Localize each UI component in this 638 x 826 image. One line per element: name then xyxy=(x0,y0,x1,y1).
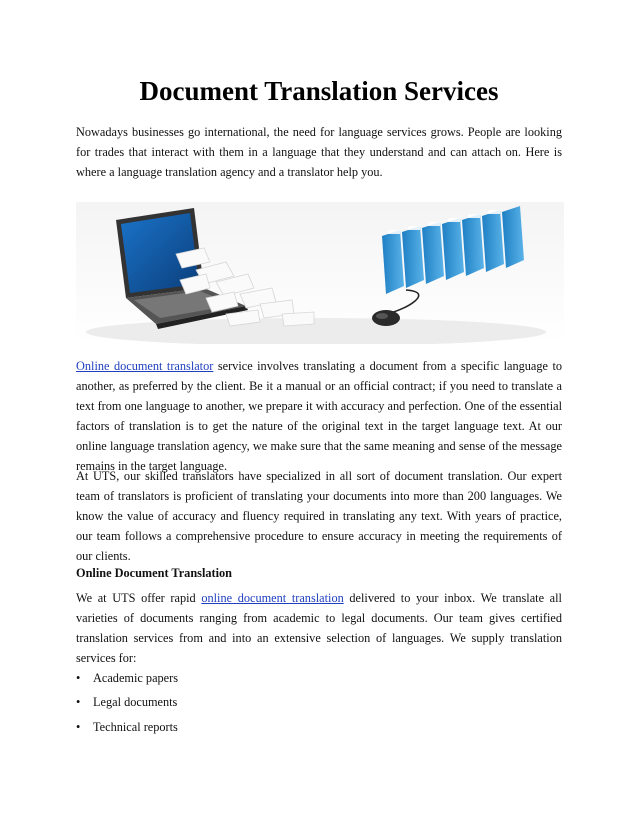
services-paragraph-after: delivered to your inbox. We translate all varieties of documents ranging from academic to legal documents. Our team gives certified translation services from and into an extensive selection of languages. We supply translation services for: xyxy=(76,591,562,665)
list-item xyxy=(76,692,177,712)
laptop-folders-illustration xyxy=(76,202,564,344)
list-item-label: Legal documents xyxy=(93,695,178,709)
section-heading: Online Document Translation xyxy=(76,566,233,580)
list-item xyxy=(76,668,178,688)
hero-illustration xyxy=(76,202,564,344)
list-item-label: Academic papers xyxy=(93,671,179,685)
bullet-icon: • xyxy=(76,695,81,709)
uts-paragraph: At UTS, our skilled translators have specialized in all sort of document translation. Our expert team of translators is proficient of translating your documents into more than 200 languages. We know the value of accuracy and fluency required in translating any text. With years of practice, our team follows a comprehensive procedure to ensure accuracy in meeting the requirements of our clients. xyxy=(76,469,562,563)
services-paragraph-before: We at UTS offer rapid xyxy=(76,591,202,605)
translator-paragraph-text: service involves translating a document from a specific language to another, as preferred by the client. Be it a manual or an official contract; if you need to translate a text from one language to another, we prepare it with accuracy and perfection. One of the essential factors of translation is to get the nature of the original text in the target language text. At our online language translation agency, we make sure that the same meaning and sense of the message remains in the target language. xyxy=(76,359,563,473)
bullet-icon: • xyxy=(76,720,81,734)
services-paragraph xyxy=(76,588,562,668)
list-item xyxy=(76,717,178,737)
list-item-label: Technical reports xyxy=(93,720,178,734)
intro-paragraph: Nowadays businesses go international, the need for language services grows. People are looking for trades that interact with them in a language that they understand and can attach on. Here is where a language translation agency and a translator help you. xyxy=(76,125,562,179)
page-title: Document Translation Services xyxy=(139,76,499,106)
translator-paragraph xyxy=(76,356,562,476)
bullet-icon: • xyxy=(76,671,81,685)
online-document-translation-link[interactable]: online document translation xyxy=(201,591,344,605)
online-document-translator-link[interactable]: Online document translator xyxy=(76,359,214,373)
